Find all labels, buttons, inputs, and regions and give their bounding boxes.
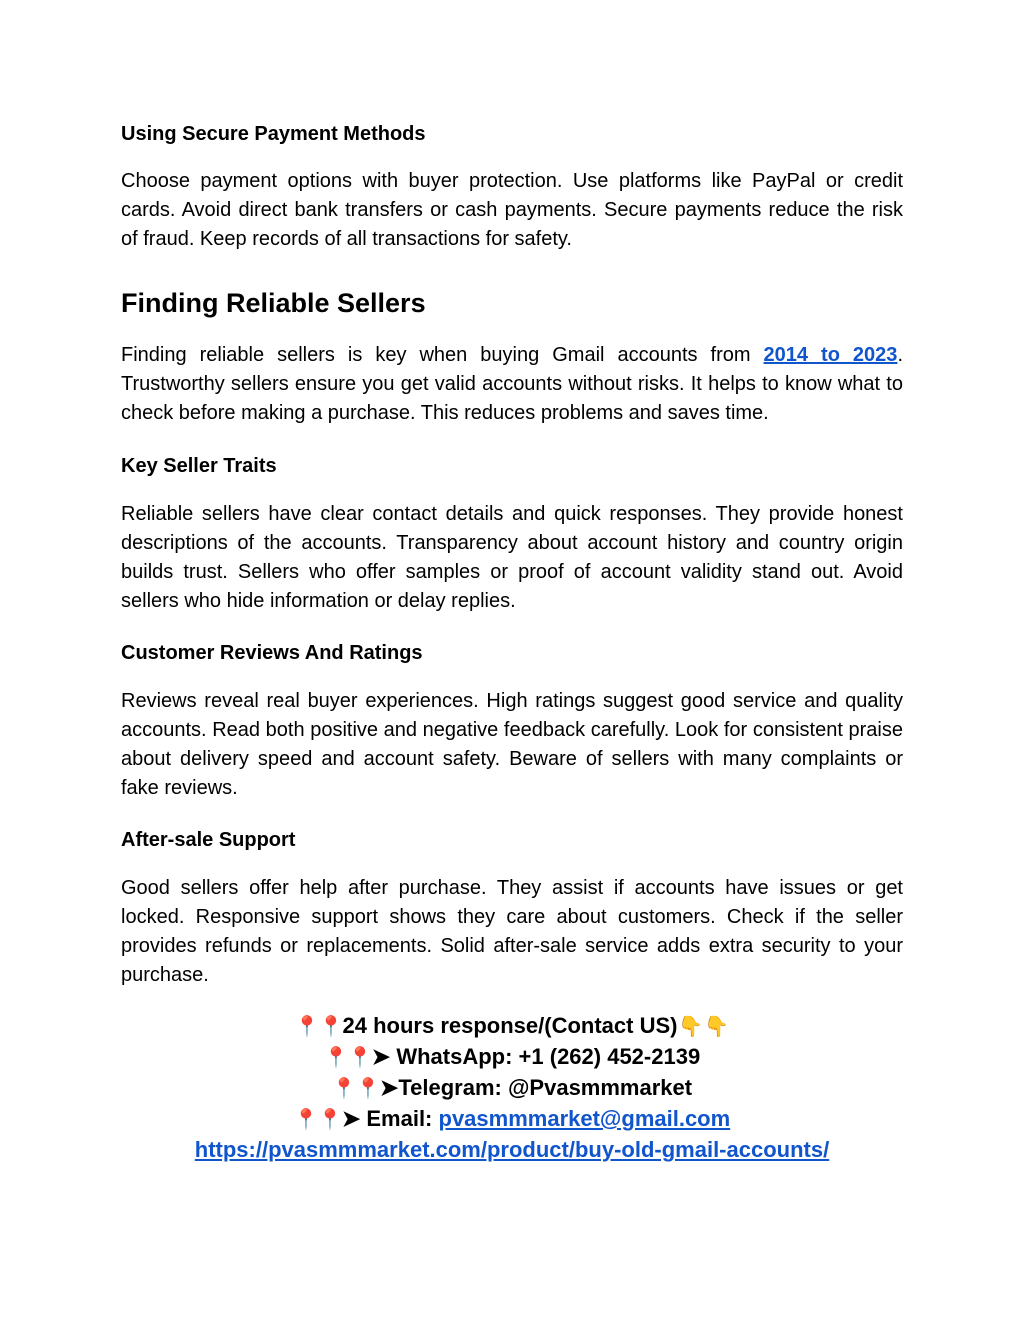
pin-icon: 📍 [294,1016,320,1038]
pointing-down-icon: 👇 [678,1016,703,1038]
email-link[interactable]: pvasmmmarket@gmail.com [438,1106,731,1131]
contact-telegram-line [0,1072,1024,1105]
pin-icon: 📍 [293,1109,319,1131]
product-url-link[interactable]: https://pvasmmmarket.com/product/buy-old-gmail-accounts/ [194,1137,830,1162]
pin-icon: 📍 [331,1078,357,1100]
pin-icon: 📍 [347,1047,373,1069]
contact-response-line [0,1010,1024,1043]
paragraph-reviews: Reviews reveal real buyer experiences. High ratings suggest good service and quality accounts. Read both positive and negative feedback carefully. Look for consistent praise about delivery speed and account safety. Beware of sellers with many complaints or fake reviews. [121,690,903,799]
years-link[interactable]: 2014 to 2023 [763,344,898,366]
heading-secure-payment: Using Secure Payment Methods [121,123,426,145]
arrow-icon: ➤ [379,1075,399,1100]
paragraph-secure-payment: Choose payment options with buyer protection. Use platforms like PayPal or credit cards. Avoid direct bank transfers or cash payments. Secure payments reduce the risk of fraud. Keep records of all transactions for safety. [121,170,903,250]
email-label: Email: [360,1106,439,1131]
pin-icon: 📍 [317,1109,343,1131]
heading-finding-sellers: Finding Reliable Sellers [121,288,426,318]
heading-key-traits: Key Seller Traits [121,455,277,477]
paragraph-finding-sellers [121,341,903,428]
pin-icon: 📍 [323,1047,349,1069]
heading-reviews: Customer Reviews And Ratings [121,642,423,664]
finding-sellers-text-2: . Trustworthy sellers ensure you get valid accounts without risks. It helps to know what to check before making a purchase. This reduces problems and saves time. [121,344,903,424]
arrow-icon: ➤ [341,1106,361,1131]
paragraph-key-traits: Reliable sellers have clear contact details and quick responses. They provide honest descriptions of the accounts. Transparency about account history and country origin builds trust. Sellers who offer samples or proof of account validity stand out. Avoid sellers who hide information or delay replies. [121,503,903,612]
pin-icon: 📍 [355,1078,381,1100]
whatsapp-text: WhatsApp: +1 (262) 452-2139 [390,1044,701,1069]
heading-after-sale: After-sale Support [121,829,296,851]
finding-sellers-text-1: Finding reliable sellers is key when buying Gmail accounts from [121,344,764,366]
telegram-text: Telegram: @Pvasmmmarket [398,1075,693,1100]
contact-url-line [0,1134,1024,1165]
paragraph-after-sale: Good sellers offer help after purchase. They assist if accounts have issues or get locked. Responsive support shows they care about customers. Check if the seller provides refunds or replacements. Solid after-sale service adds extra security to your purchase. [121,877,903,986]
contact-email-line [0,1103,1024,1136]
response-text: 24 hours response/(Contact US) [342,1013,678,1038]
arrow-icon: ➤ [371,1044,391,1069]
pointing-down-icon: 👇 [704,1016,729,1038]
pin-icon: 📍 [318,1016,344,1038]
contact-whatsapp-line [0,1041,1024,1074]
